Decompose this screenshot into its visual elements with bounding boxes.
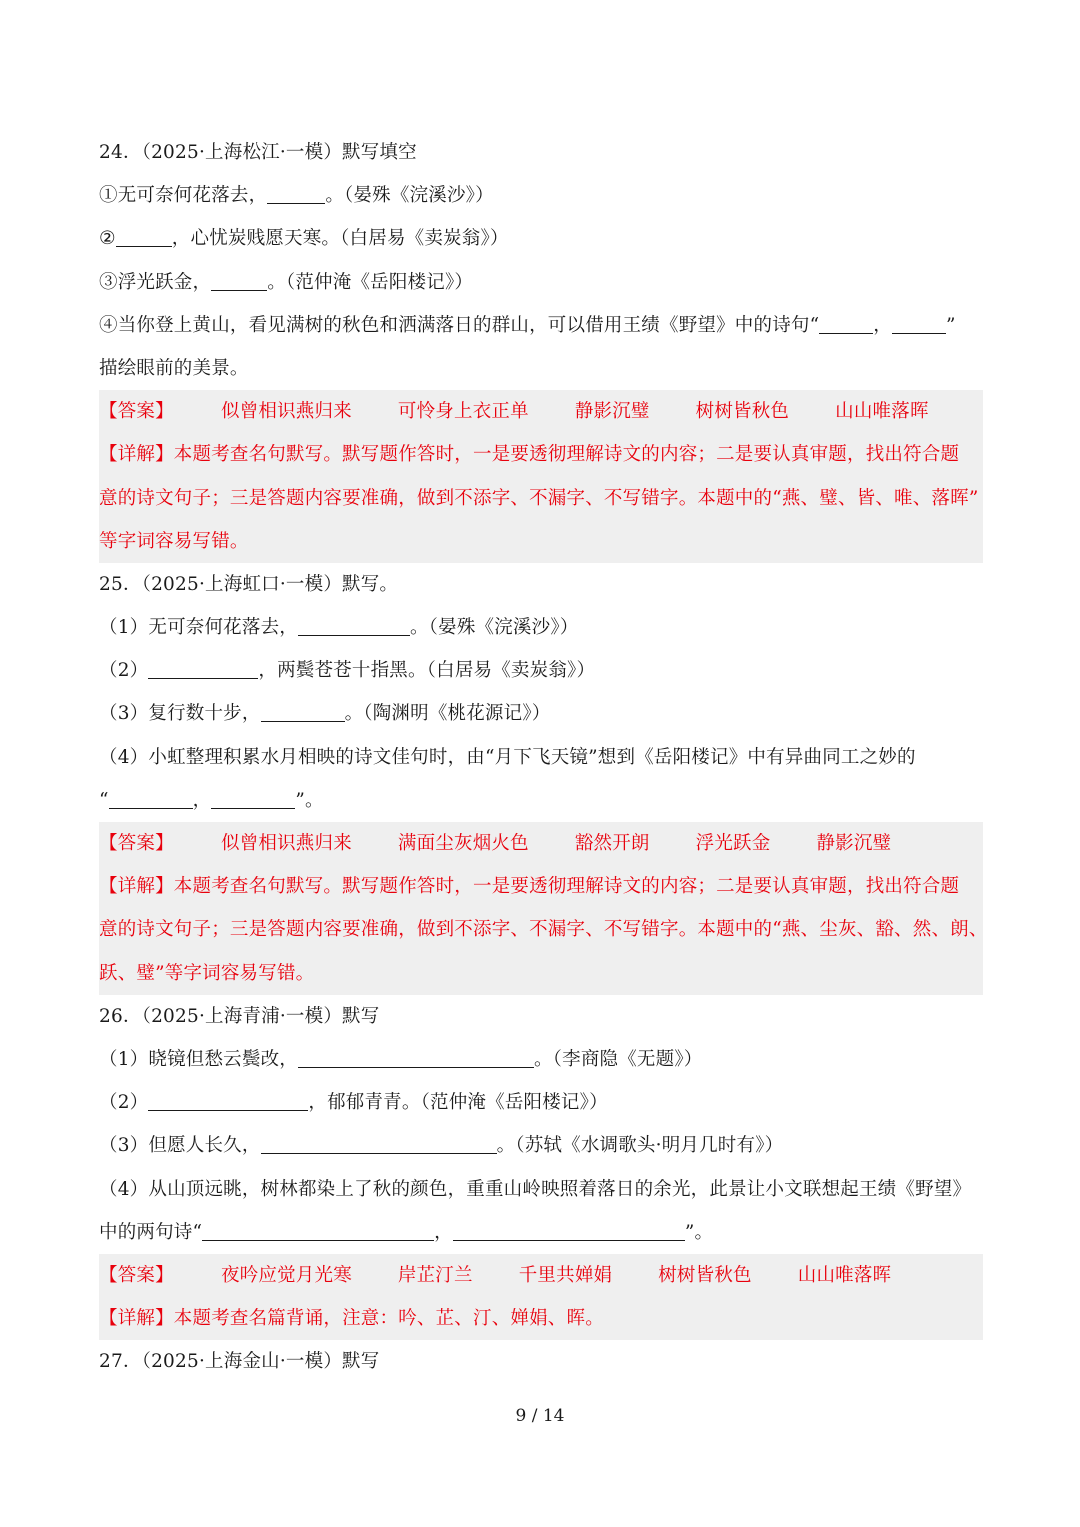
- line-text: ，: [873, 314, 892, 336]
- answer-item: 豁然开朗: [574, 833, 650, 854]
- answer-tag: 【答案】: [99, 1264, 174, 1286]
- question-line: [99, 1081, 983, 1124]
- page-content: [99, 131, 988, 1383]
- fill-blank: [148, 660, 258, 679]
- fill-blank: [211, 790, 295, 809]
- answer-box: [99, 1254, 983, 1340]
- answer-item: 满面尘灰烟火色: [397, 833, 529, 854]
- fill-blank: [267, 185, 325, 204]
- answer-item: 树树皆秋色: [658, 1264, 752, 1286]
- question-title: 25．（2025·上海虹口·一模）默写。: [99, 573, 399, 595]
- question-line: （4）小虹整理积累水月相映的诗文佳句时，由“月下飞天镜”想到《岳阳楼记》中有异曲同工之妙的: [99, 746, 916, 768]
- answer-item: 夜吟应觉月光寒: [221, 1264, 352, 1286]
- line-text: ③浮光跃金，: [99, 271, 212, 293]
- answer-item: 山山唯落晖: [797, 1264, 892, 1286]
- fill-blank: [261, 703, 345, 722]
- line-text: ，: [192, 789, 212, 811]
- line-text: ，心忧炭贱愿天寒。（白居易《卖炭翁》）: [171, 228, 509, 250]
- answer-box: [99, 822, 988, 995]
- answer-item: 可怜身上衣正单: [397, 401, 529, 423]
- question-line: [99, 1211, 983, 1254]
- line-text: （1）晓镜但愁云鬓改，: [99, 1048, 298, 1070]
- question-line: [99, 304, 983, 347]
- fill-blank: [211, 272, 267, 291]
- question-line: [99, 779, 983, 822]
- detail-line: 意的诗文句子；三是答题内容要准确，做到不添字、不漏字、不写错字。本题中的“燕、尘灰、豁、然、朗、: [99, 919, 988, 941]
- question-line: [99, 1124, 983, 1167]
- answer-line: [99, 822, 983, 865]
- detail-line: 【详解】本题考查名句默写。默写题作答时，一是要透彻理解诗文的内容；二是要认真审题，找出符合题: [99, 444, 960, 466]
- line-text: 中的两句诗“: [99, 1221, 203, 1243]
- question-title: 27．（2025·上海金山·一模）默写: [99, 1351, 380, 1373]
- question-line: [99, 649, 983, 692]
- fill-blank: [298, 617, 410, 636]
- line-text: ”。: [684, 1221, 714, 1243]
- line-text: ，: [434, 1221, 453, 1243]
- line-text: 。（李商隐《无题》）: [533, 1048, 703, 1070]
- answer-item: 似曾相识燕归来: [221, 401, 352, 423]
- detail-line: 意的诗文句子；三是答题内容要准确，做到不添字、不漏字、不写错字。本题中的“燕、璧、皆、唯、落晖”: [99, 487, 979, 509]
- question-line: [99, 174, 983, 217]
- question-27: [99, 1340, 983, 1383]
- question-25: [99, 563, 988, 995]
- answer-item: 似曾相识燕归来: [221, 833, 352, 854]
- detail-line: 等字词容易写错。: [99, 530, 249, 552]
- answer-item: 浮光跃金: [695, 833, 771, 854]
- line-text: 。（苏轼《水调歌头·明月几时有》）: [496, 1135, 784, 1157]
- line-text: （3）复行数十步，: [99, 703, 261, 725]
- fill-blank: [148, 1092, 308, 1111]
- line-text: 。（陶渊明《桃花源记》）: [344, 703, 551, 725]
- question-24: [99, 131, 983, 563]
- answer-line: [99, 390, 983, 433]
- question-line: 描绘眼前的美景。: [99, 357, 249, 379]
- line-text: ②: [99, 228, 116, 250]
- question-title: 24．（2025·上海松江·一模）默写填空: [99, 142, 417, 163]
- question-26: [99, 995, 983, 1341]
- fill-blank: [109, 790, 193, 809]
- line-text: ，郁郁青青。（范仲淹《岳阳楼记》）: [308, 1092, 608, 1114]
- line-text: 。（晏殊《浣溪沙》）: [325, 185, 494, 207]
- answer-tag: 【答案】: [99, 833, 174, 854]
- line-text: （1）无可奈何花落去，: [99, 617, 298, 639]
- fill-blank: [298, 1049, 534, 1068]
- answer-item: 静影沉璧: [574, 401, 650, 423]
- question-line: [99, 1038, 983, 1081]
- question-title: 26．（2025·上海青浦·一模）默写: [99, 1005, 380, 1027]
- answer-box: [99, 390, 983, 563]
- line-text: （3）但愿人长久，: [99, 1135, 261, 1157]
- detail-line: 【详解】本题考查名篇背诵，注意：吟、芷、汀、婵娟、晖。: [99, 1308, 604, 1330]
- answer-item: 树树皆秋色: [695, 401, 790, 423]
- page-number: 9 / 14: [515, 1406, 565, 1426]
- line-text: ”: [945, 314, 956, 336]
- line-text: ，两鬓苍苍十指黑。（白居易《卖炭翁》）: [258, 660, 596, 682]
- fill-blank: [261, 1135, 497, 1154]
- question-line: [99, 261, 983, 304]
- answer-tag: 【答案】: [99, 401, 174, 423]
- line-text: 。（晏殊《浣溪沙》）: [409, 617, 579, 639]
- question-line: （4）从山顶远眺，树林都染上了秋的颜色，重重山岭映照着落日的余光，此景让小文联想起王绩《野望》: [99, 1178, 972, 1200]
- detail-line: 跃、璧”等字词容易写错。: [99, 962, 315, 984]
- fill-blank: [202, 1222, 434, 1241]
- answer-line: [99, 1254, 983, 1297]
- answer-item: 山山唯落晖: [835, 401, 929, 423]
- line-text: ”。: [295, 789, 324, 811]
- line-text: ①无可奈何花落去，: [99, 185, 268, 207]
- answer-item: 岸芷汀兰: [397, 1264, 473, 1286]
- line-text: 。（范仲淹《岳阳楼记》）: [267, 271, 474, 293]
- fill-blank: [453, 1222, 685, 1241]
- answer-item: 千里共婵娟: [518, 1264, 613, 1286]
- question-line: [99, 217, 983, 260]
- question-line: [99, 606, 983, 649]
- fill-blank: [892, 315, 946, 334]
- fill-blank: [819, 315, 873, 334]
- detail-line: 【详解】本题考查名句默写。默写题作答时，一是要透彻理解诗文的内容；二是要认真审题，找出符合题: [99, 876, 960, 898]
- line-text: （2）: [99, 660, 149, 682]
- line-text: （2）: [99, 1092, 149, 1114]
- line-text: ④当你登上黄山，看见满树的秋色和洒满落日的群山，可以借用王绩《野望》中的诗句“: [99, 314, 820, 336]
- question-line: [99, 692, 983, 735]
- answer-item: 静影沉璧: [816, 833, 892, 854]
- line-text: “: [99, 789, 109, 811]
- fill-blank: [116, 228, 172, 247]
